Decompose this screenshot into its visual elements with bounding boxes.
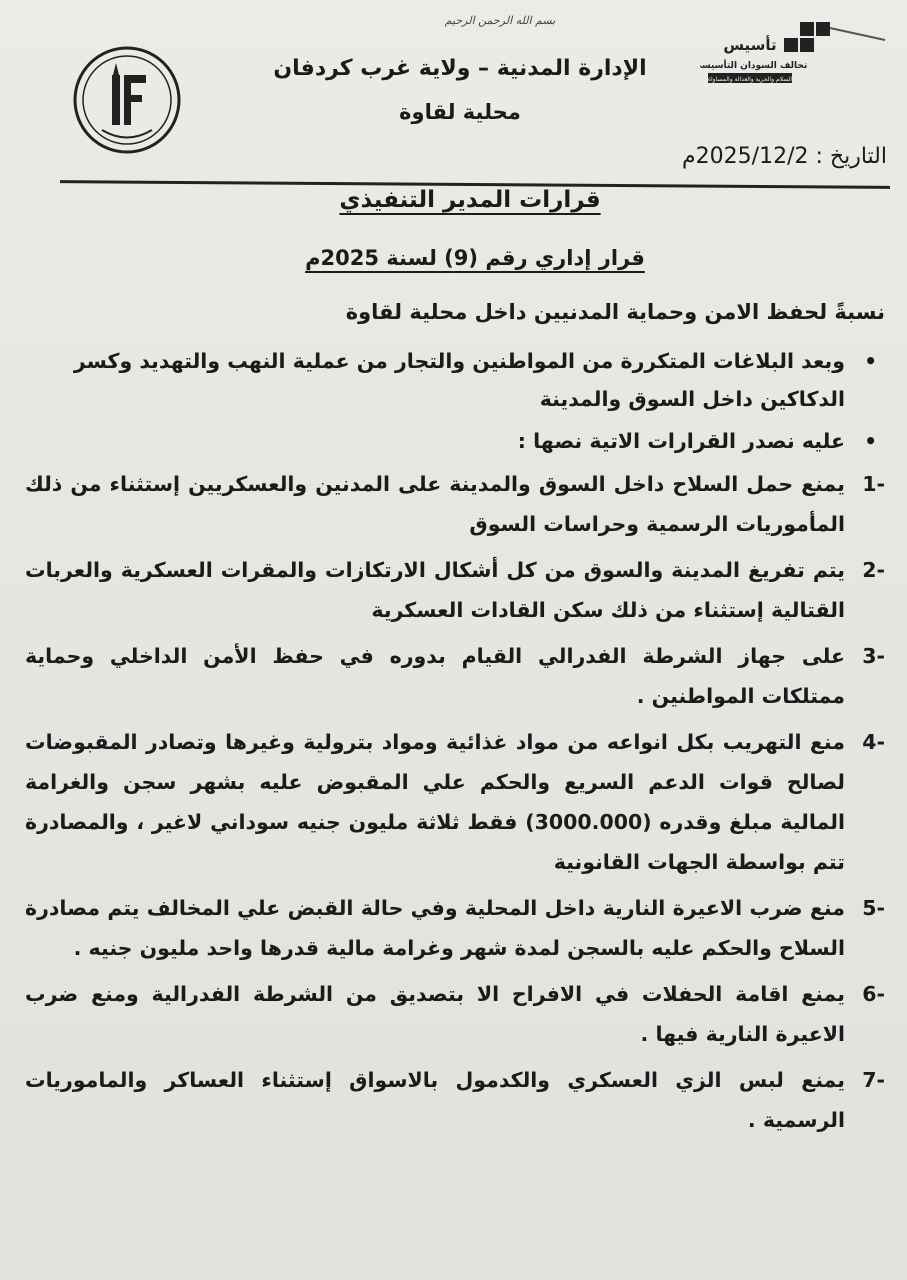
decision-item-2 [25, 550, 885, 630]
decision-item-5 [25, 888, 885, 968]
svg-text:تحالف السودان التأسيسي: تحالف السودان التأسيسي [700, 61, 808, 71]
document-date: التاريخ : 2025/12/2م [682, 144, 887, 169]
decision-item-3 [25, 636, 885, 716]
bullet-paragraph: • وبعد البلاغات المتكررة من المواطنين والتجار من عملية النهب والتهديد وكسر الدكاكين داخل السوق والمدينة [25, 342, 885, 418]
decision-item-4 [25, 722, 885, 882]
decision-item-7 [25, 1060, 885, 1140]
item-number: -3 [862, 644, 885, 668]
intro-line: نسبةً لحفظ الامن وحماية المدنيين داخل محلية لقاوة [345, 300, 885, 324]
item-text: يتم تفريغ المدينة والسوق من كل أشكال الارتكازات والمقرات العسكرية والعربات القتالية إستثناء من ذلك سكن القادات العسكرية [25, 558, 845, 622]
item-text: منع ضرب الاعيرة النارية داخل المحلية وفي حالة القبض علي المخالف يتم مصادرة السلاح والحكم عليه بالسجن لمدة شهر وغرامة مالية قدرها واحد مليون جنيه . [25, 896, 845, 960]
decision-number: قرار إداري رقم (9) لسنة 2025م [305, 246, 645, 270]
item-number: -5 [862, 896, 885, 920]
svg-text:تأسيس: تأسيس [723, 36, 777, 54]
svg-text:السلام والحرية والعدالة والمسا: السلام والحرية والعدالة والمساواة [707, 76, 793, 83]
locality-subtitle: محلية لقاوة [399, 100, 521, 124]
item-number: -4 [862, 730, 885, 754]
item-text: يمنع لبس الزي العسكري والكدمول بالاسواق إستثناء العساكر والماموريات الرسمية . [25, 1068, 845, 1132]
decision-heading: قرارات المدير التنفيذي [339, 187, 601, 213]
item-text: يمنع اقامة الحفلات في الافراح الا بتصديق من الشرطة الفدرالية ومنع ضرب الاعيرة النارية فيها . [25, 982, 845, 1046]
state-emblem-logo [72, 45, 182, 155]
decision-item-1 [25, 464, 885, 544]
item-text: على جهاز الشرطة الفدرالي القيام بدوره في حفظ الأمن الداخلي وحماية ممتلكات المواطنين . [25, 644, 845, 708]
decision-body [25, 300, 885, 1146]
item-text: منع التهريب بكل انواعه من مواد غذائية ومواد بترولية وغيرها وتصادر المقبوضات لصالح قوات الدعم السريع والحكم علي المقبوض عليه بشهر سجن والغرامة المالية مبلغ وقدره (3000.000) فقط ثلاثة مليون جنيه سوداني لاغير ، والمصادرة تتم بواسطة الجهات القانونية [25, 730, 845, 874]
item-number: -1 [862, 472, 885, 496]
tasis-alliance-logo [700, 18, 890, 98]
item-number: -6 [862, 982, 885, 1006]
item-text: يمنع حمل السلاح داخل السوق والمدينة على المدنين والعسكريين إستثناء من ذلك المأموريات الرسمية وحراسات السوق [25, 472, 845, 536]
item-number: -7 [862, 1068, 885, 1092]
bullet-paragraph: • عليه نصدر القرارات الاتية نصها : [25, 422, 885, 460]
item-number: -2 [862, 558, 885, 582]
decision-item-6 [25, 974, 885, 1054]
administration-title: الإدارة المدنية – ولاية غرب كردفان [273, 56, 647, 81]
basmala: بسم الله الرحمن الرحيم [444, 14, 556, 27]
